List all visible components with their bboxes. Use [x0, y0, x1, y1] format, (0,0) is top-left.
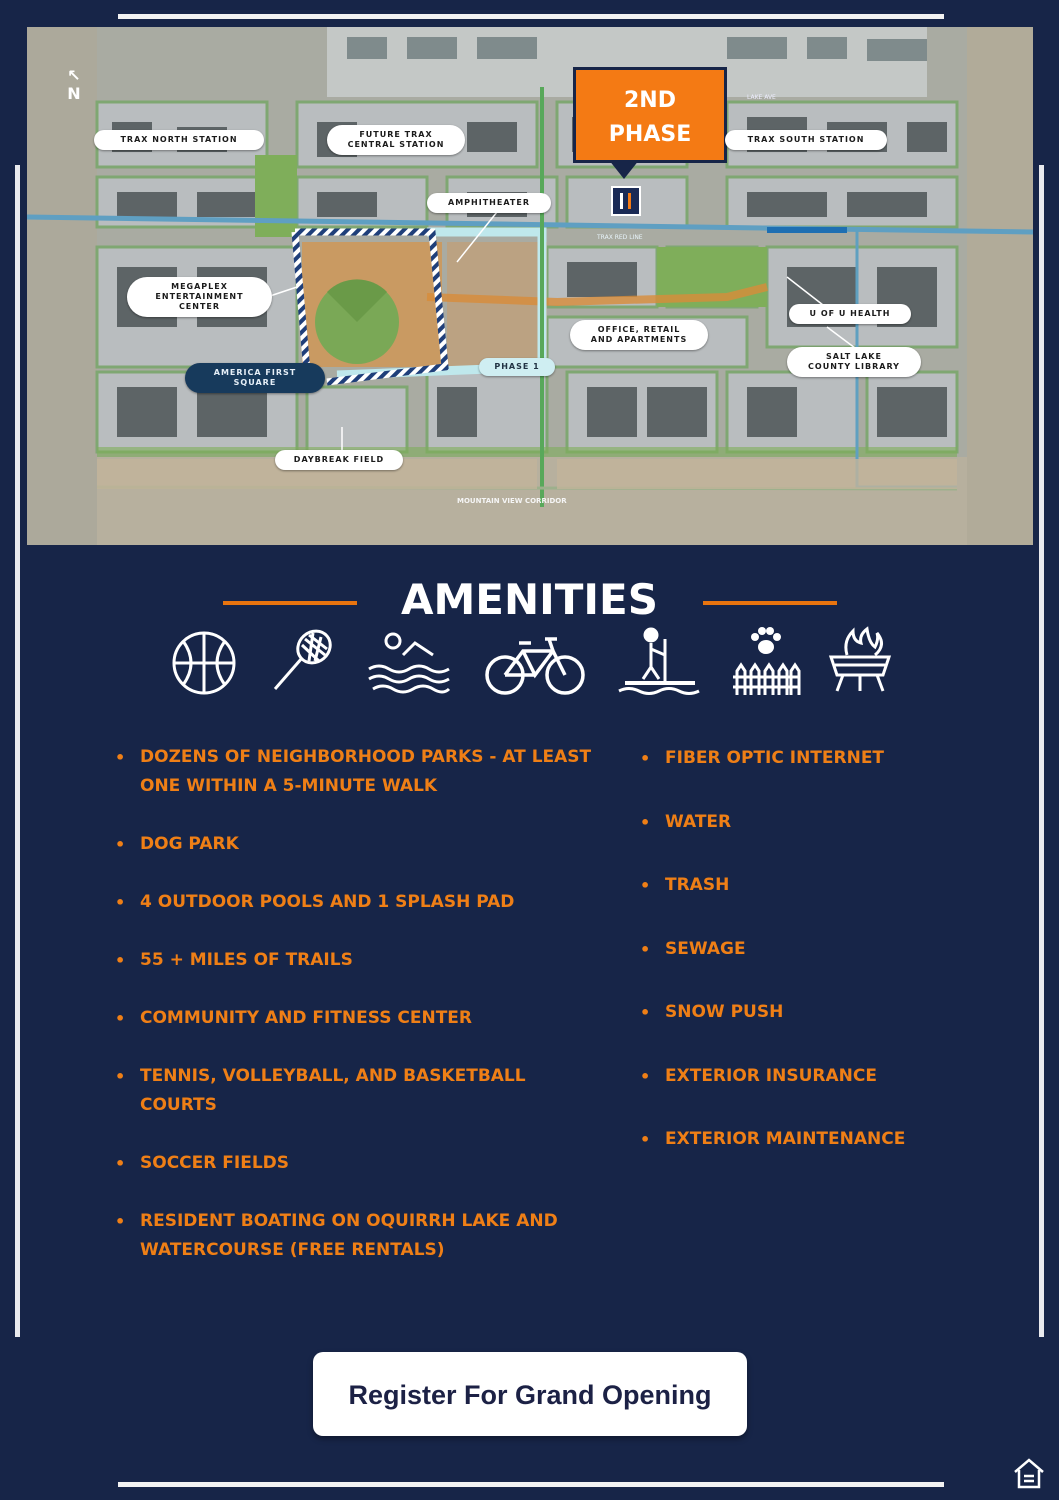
trax-south-station-label: TRAX SOUTH STATION — [725, 130, 887, 150]
daybreak-field-label: DAYBREAK FIELD — [275, 450, 403, 470]
office-retail-apartments-label: OFFICE, RETAIL AND APARTMENTS — [570, 320, 708, 350]
amenities-list-left — [115, 743, 595, 1294]
phase-1-label: PHASE 1 — [479, 358, 555, 376]
amphitheater-label: AMPHITHEATER — [427, 193, 551, 213]
bicycle-icon — [483, 625, 587, 699]
list-item: • 4 OUTDOOR POOLS AND 1 SPLASH PAD — [115, 888, 595, 917]
list-item: • EXTERIOR INSURANCE — [640, 1062, 1000, 1091]
amenities-title: AMENITIES — [401, 575, 658, 624]
basketball-icon — [169, 625, 239, 695]
list-item: • TENNIS, VOLLEYBALL, AND BASKETBALL COURTS — [115, 1062, 595, 1120]
trax-north-station-label: TRAX NORTH STATION — [94, 130, 264, 150]
list-item: • SOCCER FIELDS — [115, 1149, 595, 1178]
site-map — [27, 27, 1033, 545]
trax-red-line-label: TRAX RED LINE — [597, 234, 643, 241]
equal-housing-icon — [1012, 1456, 1046, 1490]
right-border — [1039, 165, 1044, 1337]
list-item: • FIBER OPTIC INTERNET — [640, 744, 1000, 773]
north-arrow-icon: ↖ N — [67, 66, 81, 103]
list-item: • DOG PARK — [115, 830, 595, 859]
tennis-racket-icon — [269, 625, 339, 695]
future-trax-central-station-label: FUTURE TRAX CENTRAL STATION — [327, 125, 465, 155]
amenity-icons-row — [165, 625, 900, 705]
top-divider — [118, 14, 944, 19]
list-item: • RESIDENT BOATING ON OQUIRRH LAKE AND WATERCOURSE (FREE RENTALS) — [115, 1207, 595, 1265]
bottom-divider — [118, 1482, 944, 1487]
america-first-square-label: AMERICA FIRST SQUARE — [185, 363, 325, 393]
second-phase-badge: 2ND PHASE — [573, 67, 727, 163]
list-item: • COMMUNITY AND FITNESS CENTER — [115, 1004, 595, 1033]
amenities-list-right — [640, 744, 1000, 1189]
salt-lake-county-library-label: SALT LAKE COUNTY LIBRARY — [787, 347, 921, 377]
left-border — [15, 165, 20, 1337]
register-grand-opening-button[interactable]: Register For Grand Opening — [313, 1352, 747, 1436]
paddleboard-icon — [615, 625, 705, 697]
list-item: • SEWAGE — [640, 935, 1000, 964]
north-label: N — [67, 84, 81, 103]
street-label: LAKE AVE — [747, 94, 776, 101]
list-item: • WATER — [640, 808, 1000, 837]
dog-park-fence-icon — [731, 625, 801, 697]
megaplex-label: MEGAPLEX ENTERTAINMENT CENTER — [127, 277, 272, 317]
list-item: • 55 + MILES OF TRAILS — [115, 946, 595, 975]
list-item: • SNOW PUSH — [640, 998, 1000, 1027]
list-item: • TRASH — [640, 871, 1000, 900]
u-of-u-health-label: U OF U HEALTH — [789, 304, 911, 324]
list-item: • EXTERIOR MAINTENANCE — [640, 1125, 1000, 1154]
fire-pit-icon — [825, 625, 895, 697]
list-item: • DOZENS OF NEIGHBORHOOD PARKS - AT LEAST ONE WITHIN A 5-MINUTE WALK — [115, 743, 595, 801]
swimmer-icon — [363, 625, 455, 695]
mountain-view-label: MOUNTAIN VIEW CORRIDOR — [457, 497, 567, 505]
